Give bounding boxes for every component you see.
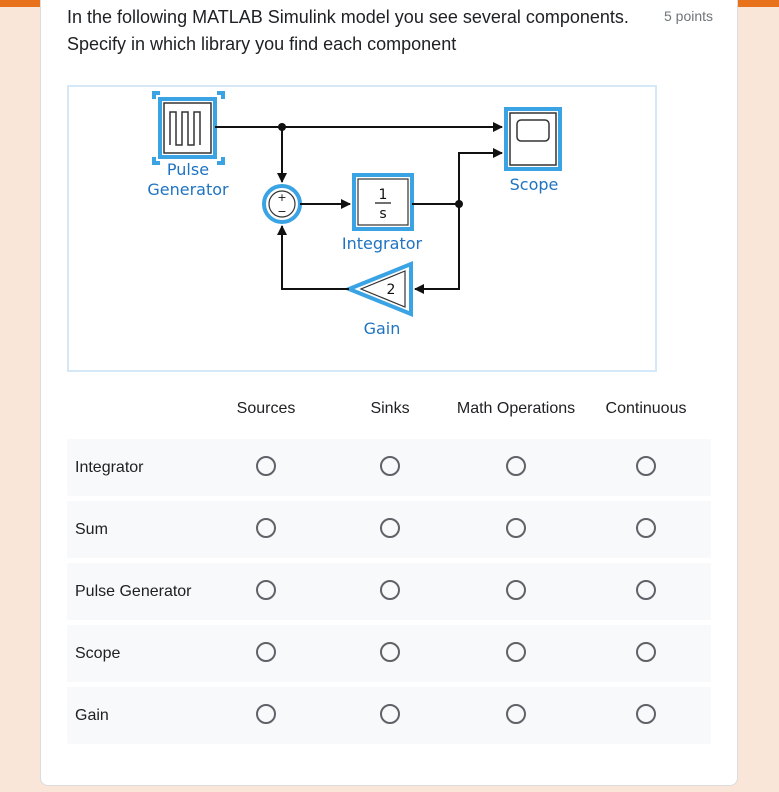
pulse-label-2: Generator — [147, 180, 229, 199]
radio-sum-sinks[interactable] — [380, 518, 400, 538]
pulse-label-1: Pulse — [166, 160, 210, 179]
grid-row-sum — [67, 501, 711, 558]
radio-pulse-generator-math-operations[interactable] — [506, 580, 526, 600]
grid-row-pulse-generator — [67, 563, 711, 620]
radio-scope-sinks[interactable] — [380, 642, 400, 662]
radio-pulse-generator-sinks[interactable] — [380, 580, 400, 600]
branch-point — [455, 200, 463, 208]
radio-integrator-sinks[interactable] — [380, 456, 400, 476]
branch-point — [278, 123, 286, 131]
radio-sum-math-operations[interactable] — [506, 518, 526, 538]
column-header-sinks: Sinks — [370, 400, 410, 417]
column-header-math-operations: Math Operations — [456, 400, 576, 417]
pulse-generator-block — [154, 93, 223, 163]
radio-gain-math-operations[interactable] — [506, 704, 526, 724]
column-header-continuous: Continuous — [605, 400, 687, 417]
question-text — [67, 4, 657, 58]
question-line-2: Specify in which library you find each component — [67, 34, 457, 54]
column-header-sources: Sources — [236, 400, 296, 417]
sum-plus-sign: + — [277, 191, 287, 204]
radio-scope-sources[interactable] — [256, 642, 276, 662]
integrator-block — [354, 175, 412, 229]
radio-integrator-continuous[interactable] — [636, 456, 656, 476]
row-label: Integrator — [75, 459, 144, 476]
radio-sum-sources[interactable] — [256, 518, 276, 538]
radio-pulse-generator-continuous[interactable] — [636, 580, 656, 600]
gain-label: Gain — [363, 319, 401, 338]
radio-pulse-generator-sources[interactable] — [256, 580, 276, 600]
radio-gain-sources[interactable] — [256, 704, 276, 724]
grid-row-gain — [67, 687, 711, 744]
row-label: Sum — [75, 521, 108, 538]
simulink-diagram — [67, 85, 657, 372]
scope-label: Scope — [509, 175, 559, 194]
integrator-numerator: 1 — [378, 187, 388, 203]
radio-integrator-math-operations[interactable] — [506, 456, 526, 476]
grid-row-scope — [67, 625, 711, 682]
points-label: 5 points — [664, 8, 714, 24]
radio-scope-math-operations[interactable] — [506, 642, 526, 662]
row-label: Gain — [75, 707, 109, 724]
radio-sum-continuous[interactable] — [636, 518, 656, 538]
scope-block — [506, 109, 560, 169]
sum-minus-sign: − — [277, 205, 287, 218]
radio-scope-continuous[interactable] — [636, 642, 656, 662]
radio-integrator-sources[interactable] — [256, 456, 276, 476]
row-label: Pulse Generator — [75, 583, 192, 600]
integrator-label: Integrator — [341, 234, 423, 253]
row-label: Scope — [75, 645, 121, 662]
integrator-denominator: s — [379, 206, 387, 222]
diagram-svg — [69, 87, 659, 374]
sum-block — [264, 186, 300, 222]
gain-block — [349, 264, 411, 314]
radio-gain-continuous[interactable] — [636, 704, 656, 724]
gain-value: 2 — [386, 282, 396, 298]
grid-row-integrator — [67, 439, 711, 496]
question-line-1: In the following MATLAB Simulink model you see several components. — [67, 7, 629, 27]
radio-gain-sinks[interactable] — [380, 704, 400, 724]
